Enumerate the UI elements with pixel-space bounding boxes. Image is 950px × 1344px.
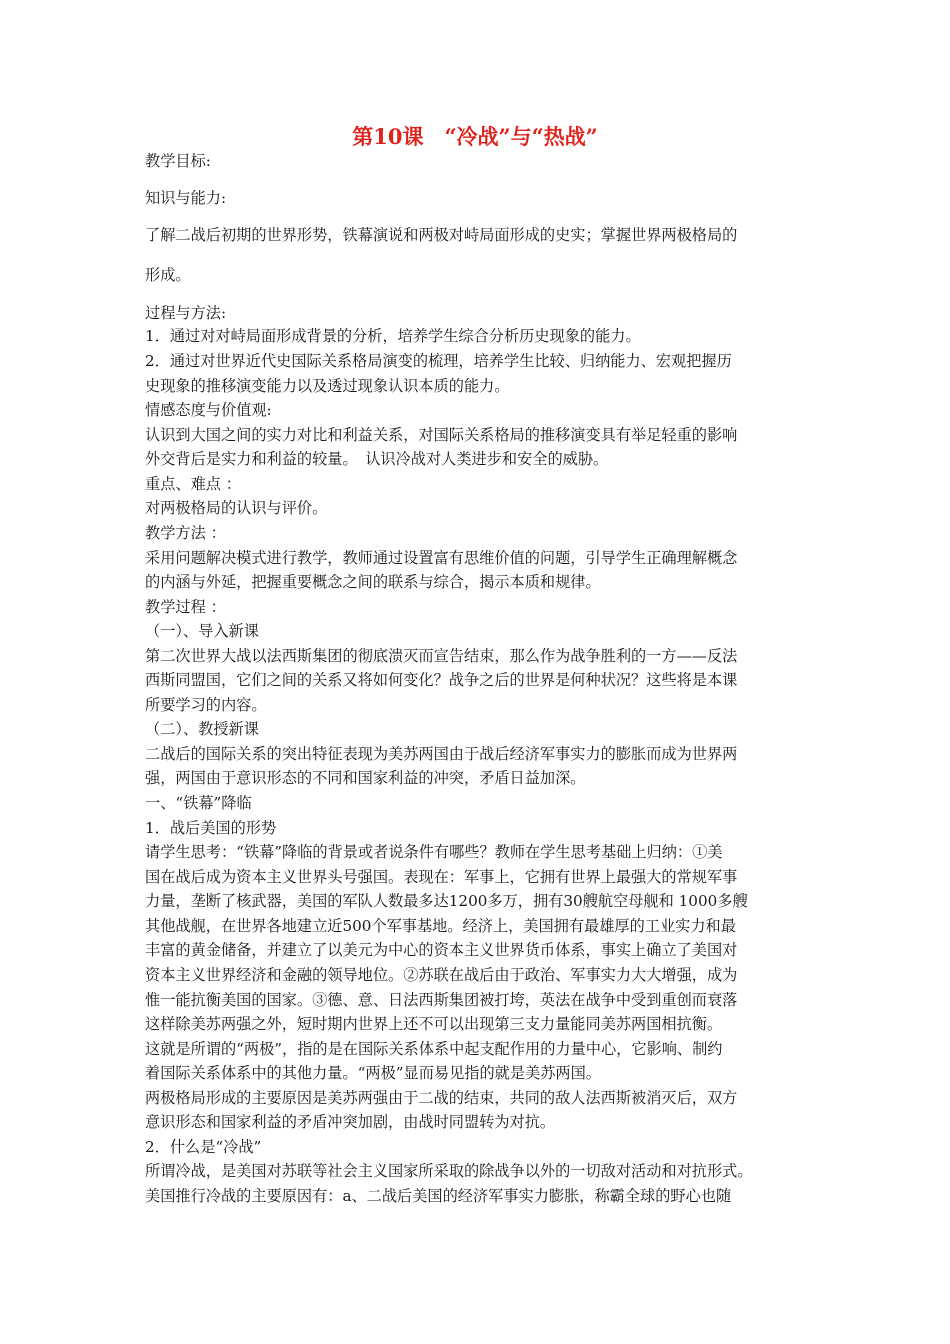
text-line: 2．什么是“冷战” [145, 1138, 262, 1156]
text-line: 其他战舰，在世界各地建立近500个军事基地。经济上，美国拥有最雄厚的工业实力和最 [145, 917, 736, 935]
text-line: 过程与方法: [145, 304, 227, 322]
text-line: 知识与能力: [145, 189, 227, 207]
text-line: 所要学习的内容。 [145, 696, 267, 714]
text-line: 两极格局形成的主要原因是美苏两强由于二战的结束，共同的敌人法西斯被消灭后，双方 [145, 1089, 738, 1107]
text-line: 这就是所谓的“两极”，指的是在国际关系体系中起支配作用的力量中心，它影响、制约 [145, 1040, 723, 1058]
text-line: 丰富的黄金储备，并建立了以美元为中心的资本主义世界货币体系，事实上确立了美国对 [145, 941, 738, 959]
text-line: 采用问题解决模式进行教学，教师通过设置富有思维价值的问题，引导学生正确理解概念 [145, 549, 738, 567]
text-line: 国在战后成为资本主义世界头号强国。表现在：军事上，它拥有世界上最强大的常规军事 [145, 868, 738, 886]
text-line: 形成。 [145, 266, 191, 284]
text-line: （一）、导入新课 [145, 622, 259, 640]
text-line: 外交背后是实力和利益的较量。 认识冷战对人类进步和安全的威胁。 [145, 450, 609, 468]
text-line: 教学目标: [145, 152, 211, 170]
text-line: 教学过程 ： [145, 598, 226, 616]
text-line: 一、“铁幕”降临 [145, 794, 252, 812]
text-line: 西斯同盟国，它们之间的关系又将如何变化？战争之后的世界是何种状况？这些将是本课 [145, 671, 738, 689]
text-line: 对两极格局的认识与评价。 [145, 499, 328, 517]
text-line: 1．战后美国的形势 [145, 819, 277, 837]
text-line: 力量，垄断了核武器，美国的军队人数最多达1200多万，拥有30艘航空母舰和 1000多艘 [145, 892, 748, 910]
text-line: 重点、难点 ： [145, 475, 241, 493]
lesson-title: 第10课 “冷战”与“热战” [352, 124, 598, 149]
text-line: 二战后的国际关系的突出特征表现为美苏两国由于战后经济军事实力的膨胀而成为世界两 [145, 745, 738, 763]
text-line: 资本主义世界经济和金融的领导地位。②苏联在战后由于政治、军事实力大大增强，成为 [145, 966, 738, 984]
text-line: 史现象的推移演变能力以及透过现象认识本质的能力。 [145, 377, 510, 395]
text-line: 教学方法 ： [145, 524, 226, 542]
text-line: 1．通过对对峙局面形成背景的分析，培养学生综合分析历史现象的能力。 [145, 327, 641, 345]
text-line: 这样除美苏两强之外，短时期内世界上还不可以出现第三支力量能同美苏两国相抗衡。 [145, 1015, 723, 1033]
text-line: 请学生思考：“铁幕”降临的背景或者说条件有哪些？教师在学生思考基础上归纳：①美 [145, 843, 723, 861]
text-line: 所谓冷战，是美国对苏联等社会主义国家所采取的除战争以外的一切敌对活动和对抗形式。 [145, 1162, 753, 1180]
text-line: 着国际关系体系中的其他力量。“两极”显而易见指的就是美苏两国。 [145, 1064, 601, 1082]
text-line: 意识形态和国家利益的矛盾冲突加剧，由战时同盟转为对抗。 [145, 1113, 556, 1131]
text-line: 的内涵与外延，把握重要概念之间的联系与综合，揭示本质和规律。 [145, 573, 601, 591]
text-line: 强，两国由于意识形态的不同和国家利益的冲突，矛盾日益加深。 [145, 769, 586, 787]
text-line: 情感态度与价值观: [145, 401, 272, 419]
text-line: 美国推行冷战的主要原因有：a、二战后美国的经济军事实力膨胀，称霸全球的野心也随 [145, 1187, 732, 1205]
text-line: 2．通过对世界近代史国际关系格局演变的梳理，培养学生比较、归纳能力、宏观把握历 [145, 352, 732, 370]
text-line: 认识到大国之间的实力对比和利益关系，对国际关系格局的推移演变具有举足轻重的影响 [145, 426, 738, 444]
text-line: 第二次世界大战以法西斯集团的彻底溃灭而宣告结束，那么作为战争胜利的一方——反法 [145, 647, 738, 665]
text-line: 惟一能抗衡美国的国家。③德、意、日法西斯集团被打垮，英法在战争中受到重创而衰落 [145, 991, 738, 1009]
text-line: 了解二战后初期的世界形势，铁幕演说和两极对峙局面形成的史实；掌握世界两极格局的 [145, 226, 738, 244]
text-line: （二）、教授新课 [145, 720, 259, 738]
